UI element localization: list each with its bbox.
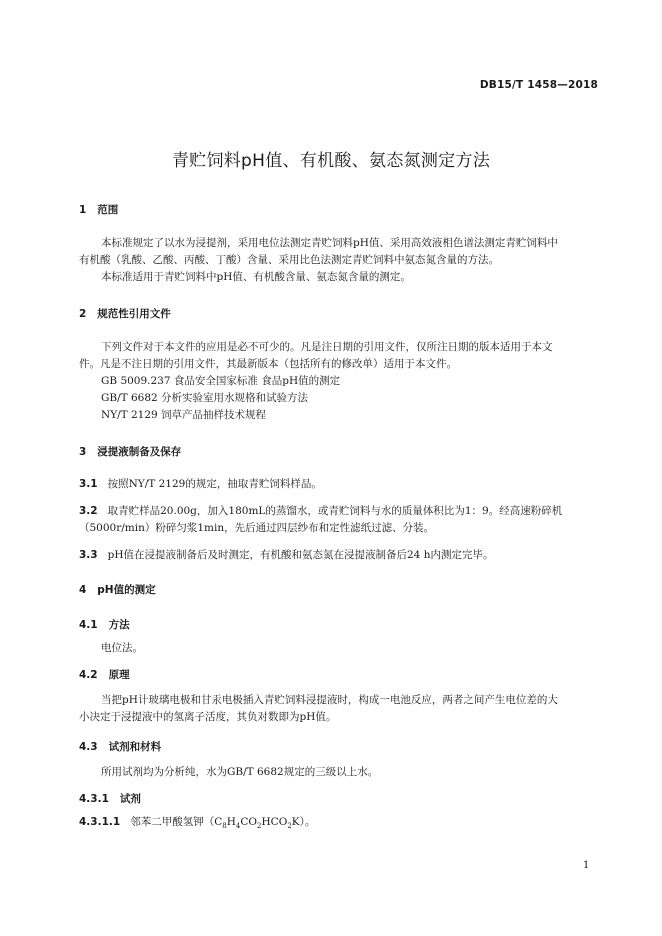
standard-code: DB15/T 1458—2018	[479, 79, 598, 91]
section-title: 浸提液制备及保存	[97, 446, 182, 458]
subsection-4-2-heading	[79, 667, 130, 682]
subsection-4-3-heading	[79, 739, 161, 754]
scope-paragraph-line-2: 有机酸（乳酸、乙酸、丙酸、丁酸）含量、采用比色法测定青贮饲料中氨态氮含量的方法。	[79, 254, 499, 266]
subsection-number: 4.3.1	[79, 793, 109, 805]
clause-3-1	[79, 476, 322, 493]
section-2-heading	[79, 306, 171, 321]
clause-number: 3.1	[79, 478, 98, 490]
subsection-title: 试剂	[119, 793, 141, 805]
document-title: 青贮饲料pH值、有机酸、氨态氮测定方法	[171, 151, 491, 171]
scope-paragraph-2: 本标准适用于青贮饲料中pH值、有机酸含量、氨态氮含量的测定。	[101, 271, 411, 283]
subsection-title: 试剂和材料	[108, 741, 162, 753]
subsection-number: 4.1	[79, 619, 98, 631]
subsection-4-3-1-heading	[79, 791, 141, 806]
clause-4-3-1-1	[79, 814, 315, 831]
clause-3-3	[79, 547, 493, 564]
subsection-title: 方法	[108, 619, 130, 631]
subsection-number: 4.2	[79, 669, 98, 681]
clause-number: 3.2	[79, 505, 98, 517]
section-number: 1	[79, 204, 87, 216]
section-title: 规范性引用文件	[97, 308, 171, 320]
references-paragraph-line-1: 下列文件对于本文件的应用是必不可少的。凡是注日期的引用文件，仅所注日期的版本适用于本文	[101, 341, 553, 353]
clause-3-2-line-1	[79, 503, 562, 520]
section-3-heading	[79, 444, 181, 459]
clause-text: 按照NY/T 2129的规定，抽取青贮饲料样品。	[107, 478, 322, 490]
page-number: 1	[583, 860, 590, 871]
section-1-heading	[79, 202, 118, 217]
chemical-name: 邻苯二甲酸氢钾$(C_8H_4CO_2HCO_2K)$。	[130, 816, 316, 831]
principle-text-line-1: 当把pH计玻璃电极和甘汞电极插入青贮饲料浸提液时，构成一电池反应，两者之间产生电位差的大	[101, 694, 558, 706]
principle-text-line-2: 小决定于浸提液中的氢离子活度，其负对数即为pH值。	[79, 711, 337, 723]
section-title: 范围	[97, 204, 119, 216]
references-paragraph-line-2: 件。凡是不注日期的引用文件，其最新版本（包括所有的修改单）适用于本文件。	[79, 358, 457, 370]
scope-paragraph-line-1: 本标准规定了以水为浸提剂，采用电位法测定青贮饲料pH值、采用高效液相色谱法测定青贮饲料中	[101, 237, 558, 249]
clause-number: 3.3	[79, 549, 98, 561]
reference-item: GB/T 6682 分析实验室用水规格和试验方法	[101, 392, 309, 404]
clause-text: pH值在浸提液制备后及时测定，有机酸和氨态氮在浸提液制备后24 h内测定完毕。	[107, 549, 494, 561]
section-4-heading	[79, 582, 156, 597]
reference-item: NY/T 2129 饲草产品抽样技术规程	[101, 409, 267, 421]
clause-number: 4.3.1.1	[79, 816, 121, 828]
clause-3-2-line-2: （5000r/min）粉碎匀浆1min，先后通过四层纱布和定性滤纸过滤、分装。	[79, 522, 435, 534]
section-number: 3	[79, 446, 87, 458]
section-title: pH值的测定	[97, 584, 156, 596]
subsection-4-1-heading	[79, 617, 130, 632]
section-number: 4	[79, 584, 87, 596]
clause-text: 取青贮样品20.00g，加入180mL的蒸馏水，或青贮饲料与水的质量体积比为1：9。经高速粉碎机	[107, 505, 563, 517]
reagents-text: 所用试剂均为分析纯，水为GB/T 6682规定的三级以上水。	[101, 766, 379, 778]
subsection-number: 4.3	[79, 741, 98, 753]
reference-item: GB 5009.237 食品安全国家标准 食品pH值的测定	[101, 375, 341, 387]
section-number: 2	[79, 308, 87, 320]
subsection-title: 原理	[108, 669, 130, 681]
method-text: 电位法。	[101, 642, 143, 654]
